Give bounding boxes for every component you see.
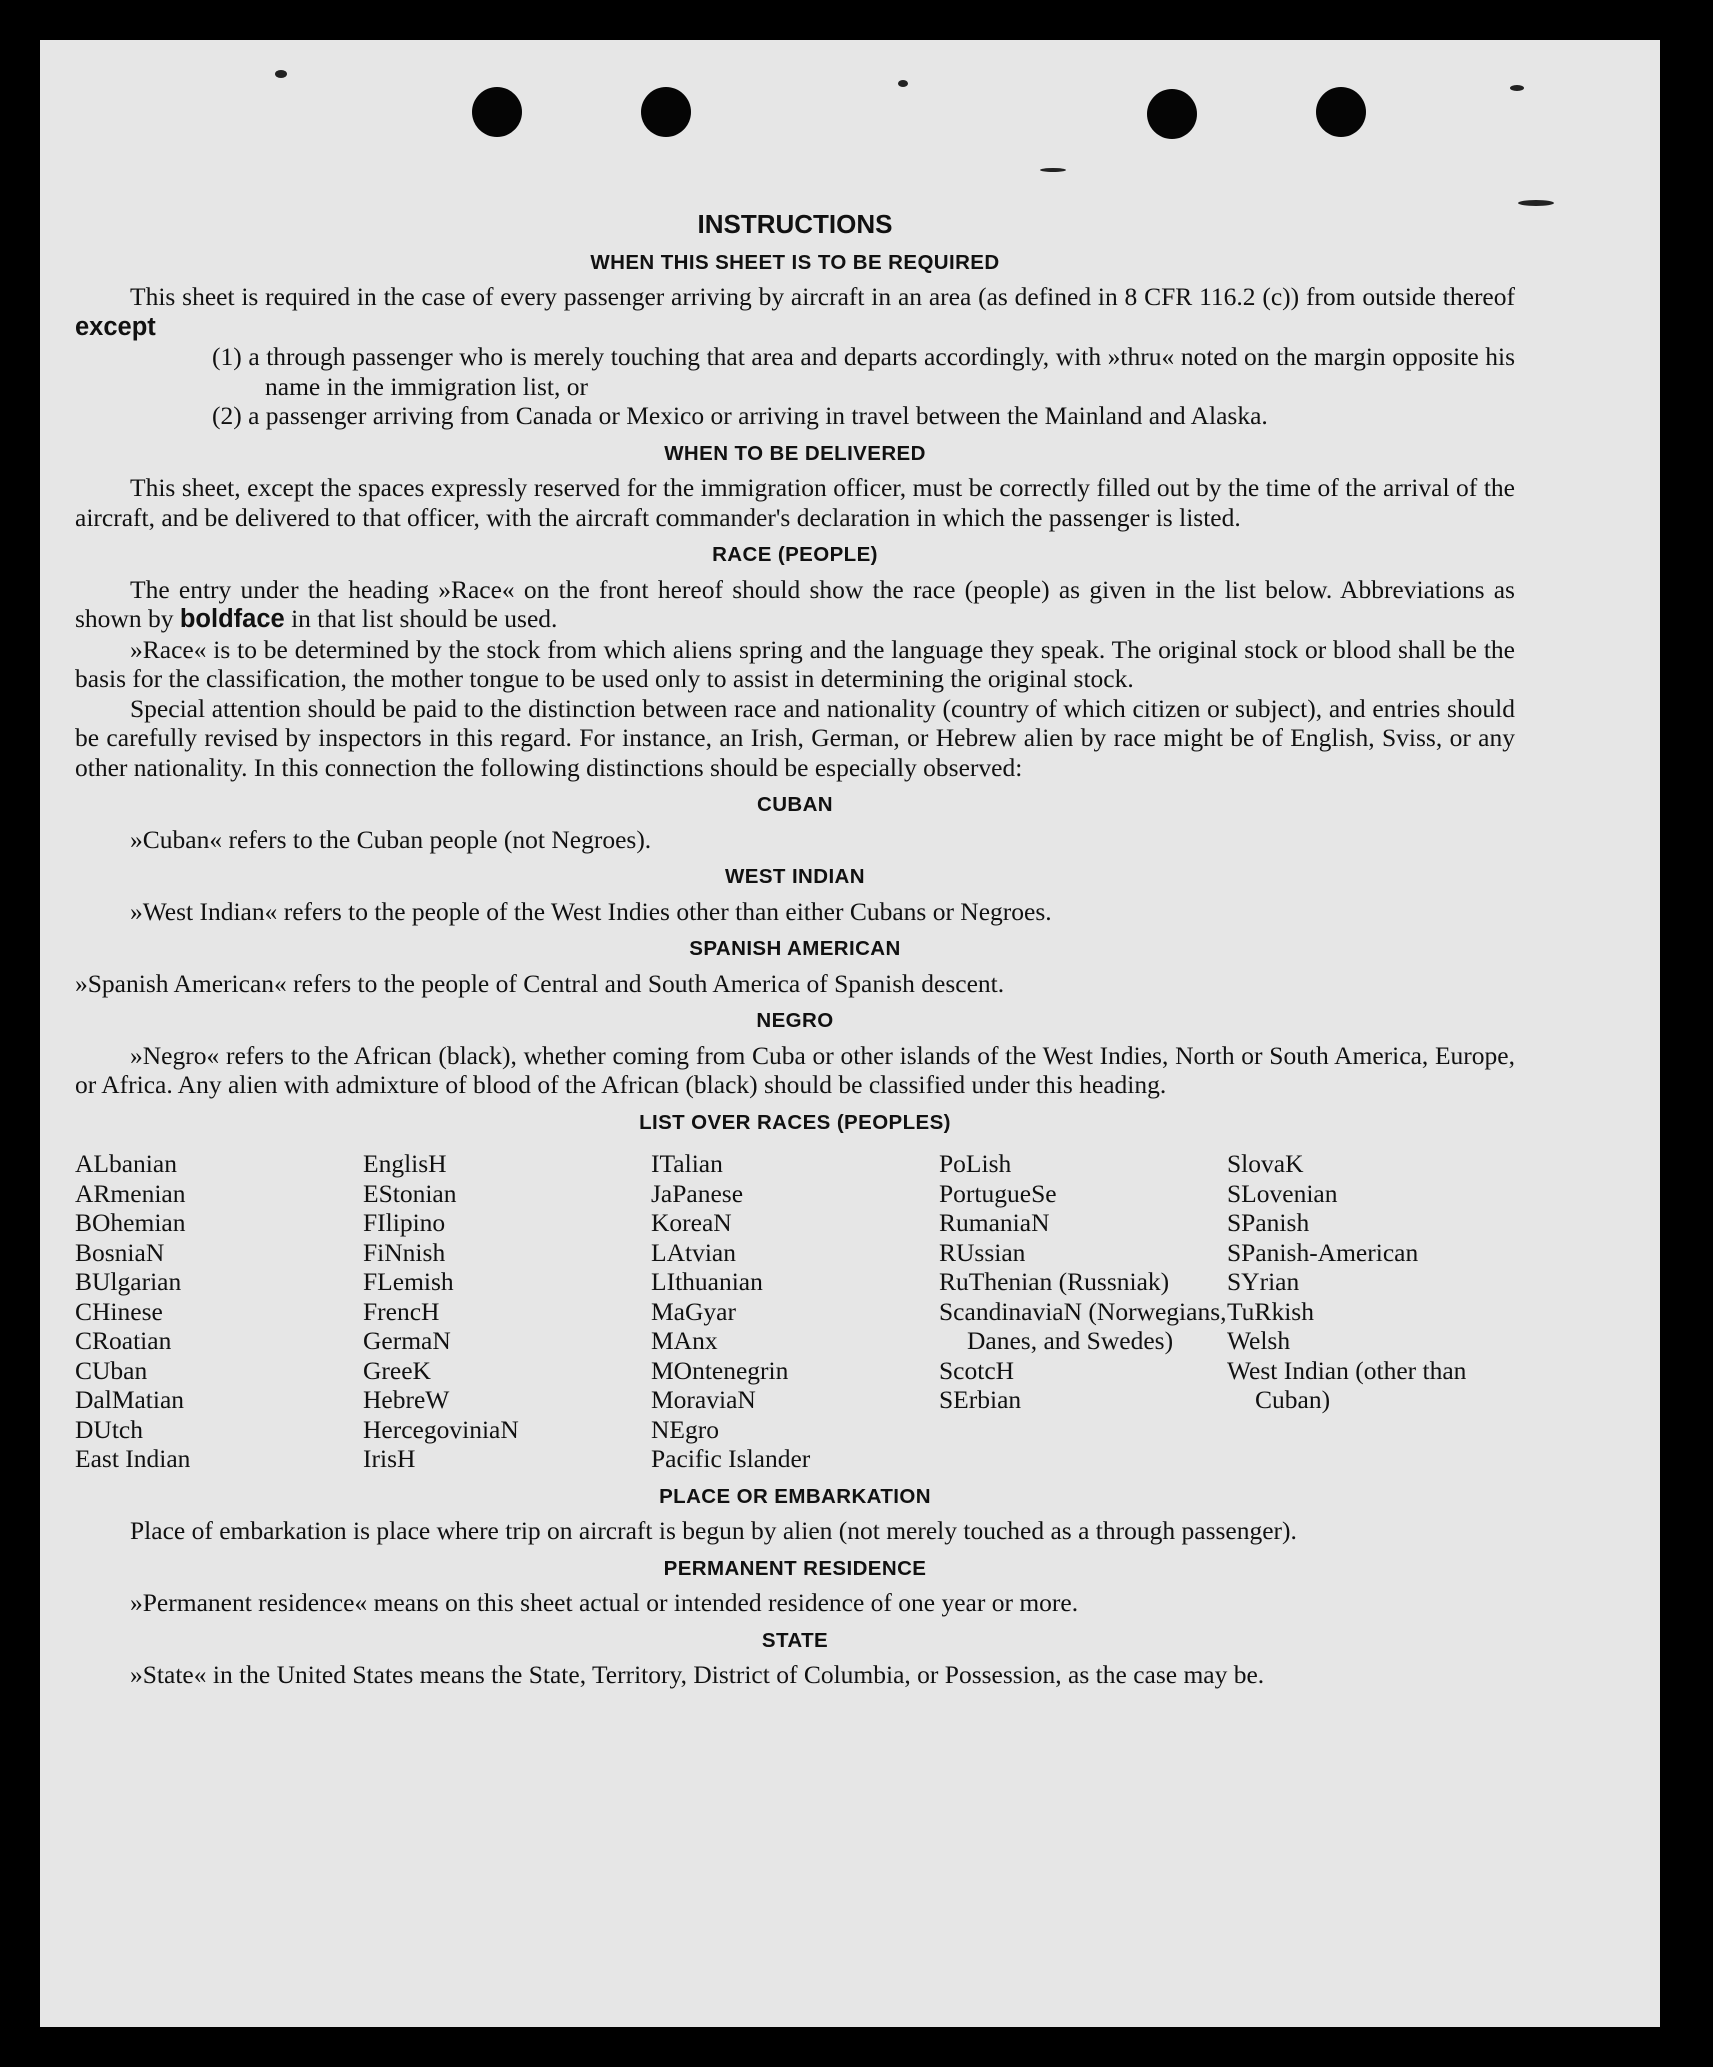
punch-hole bbox=[641, 87, 691, 137]
race-entry: FrencH bbox=[363, 1296, 440, 1326]
scan-speck bbox=[1518, 200, 1554, 206]
race-entry: RuThenian (Russniak) bbox=[939, 1267, 1170, 1296]
race-entry: SlovaK bbox=[1227, 1149, 1304, 1178]
race-entry: BUlgarian bbox=[75, 1267, 182, 1296]
residence-paragraph: »Permanent residence« means on this sheet actual or intended residence of one year or more. bbox=[130, 1588, 1079, 1617]
race-entry: RUssian bbox=[939, 1237, 1026, 1267]
race-list bbox=[75, 1149, 1515, 1474]
section-heading-delivered: WHEN TO BE DELIVERED bbox=[664, 441, 926, 465]
race-entry: NEgro bbox=[651, 1414, 719, 1444]
scan-speck bbox=[1510, 85, 1524, 91]
exception-item-1: (1) a through passenger who is merely touching that area and departs accordingly, with »thru« noted on the margin opposite his name in the immigration list, or bbox=[212, 342, 1515, 401]
race-entry: East Indian bbox=[75, 1444, 191, 1473]
race-column-1 bbox=[75, 1149, 363, 1474]
race-entry: PortugueSe bbox=[939, 1178, 1057, 1208]
race-entry: SErbian bbox=[939, 1385, 1022, 1414]
race-entry: ScandinaviaN (Norwegians, Danes, and Swedes) bbox=[939, 1296, 1227, 1355]
required-intro: This sheet is required in the case of every passenger arriving by aircraft in an area (as defined in 8 CFR 116.2 (c)) from outside thereof bbox=[130, 282, 1515, 311]
race-entry: GreeK bbox=[363, 1355, 431, 1385]
race-p1-end: in that list should be used. bbox=[291, 604, 558, 633]
section-heading-spanish-american: SPANISH AMERICAN bbox=[689, 937, 901, 960]
race-paragraph-1 bbox=[75, 575, 1515, 635]
spanish-american-paragraph: »Spanish American« refers to the people of Central and South America of Spanish descent. bbox=[75, 968, 1005, 998]
page-title: INSTRUCTIONS bbox=[697, 209, 893, 239]
race-entry: TuRkish bbox=[1227, 1296, 1314, 1326]
section-heading-cuban: CUBAN bbox=[756, 793, 834, 816]
except-word: except bbox=[75, 312, 156, 341]
required-paragraph bbox=[75, 282, 1515, 342]
section-heading-state: STATE bbox=[761, 1628, 829, 1652]
race-entry: EnglisH bbox=[363, 1149, 447, 1178]
race-entry: ScotcH bbox=[939, 1355, 1015, 1385]
race-entry: IrisH bbox=[363, 1444, 416, 1473]
scan-speck bbox=[898, 80, 908, 87]
race-paragraph-2: »Race« is to be determined by the stock from which aliens spring and the language they speak. The original stock or blood shall be the basis for the classification, the mother tongue to be used only to assist in determining the original stock. bbox=[75, 634, 1515, 693]
race-column-2 bbox=[363, 1149, 651, 1474]
race-entry: ITalian bbox=[651, 1149, 723, 1178]
race-entry: RumaniaN bbox=[939, 1208, 1050, 1237]
cuban-paragraph: »Cuban« refers to the Cuban people (not Negroes). bbox=[130, 824, 652, 854]
race-entry: SPanish-American bbox=[1227, 1237, 1419, 1267]
race-column-4 bbox=[939, 1149, 1227, 1474]
race-entry: EStonian bbox=[363, 1178, 457, 1208]
race-p1-start: The entry under the heading »Race« on the front hereof should show the race (people) as given in the list below. Abbreviations as shown by bbox=[75, 574, 1515, 633]
race-column-3 bbox=[651, 1149, 939, 1474]
race-entry: KoreaN bbox=[651, 1208, 732, 1237]
race-entry: DalMatian bbox=[75, 1385, 185, 1414]
section-heading-residence: PERMANENT RESIDENCE bbox=[663, 1556, 927, 1580]
race-entry: West Indian (other than Cuban) bbox=[1227, 1355, 1467, 1414]
race-entry: FIlipino bbox=[363, 1208, 446, 1237]
race-entry: CHinese bbox=[75, 1296, 163, 1326]
punch-hole bbox=[472, 87, 522, 137]
race-entry: ALbanian bbox=[75, 1149, 177, 1178]
race-entry: FiNnish bbox=[363, 1237, 446, 1267]
race-entry: DUtch bbox=[75, 1414, 143, 1444]
race-paragraph-3: Special attention should be paid to the distinction between race and nationality (country of which citizen or subject), and entries should be carefully revised by inspectors in this regard. For instance, an Irish, German, or Hebrew alien by race might be of English, Sviss, or any other nationality. In this connection the following distinctions should be especially observed: bbox=[75, 693, 1515, 782]
embarkation-paragraph: Place of embarkation is place where trip on aircraft is begun by alien (not merely touched as a through passenger). bbox=[130, 1516, 1297, 1545]
race-entry: BOhemian bbox=[75, 1208, 186, 1237]
section-heading-race-list: LIST OVER RACES (PEOPLES) bbox=[639, 1110, 951, 1134]
race-entry: SPanish bbox=[1227, 1208, 1310, 1237]
race-column-5 bbox=[1227, 1149, 1515, 1474]
race-entry: MoraviaN bbox=[651, 1385, 756, 1414]
scan-speck bbox=[1040, 168, 1066, 172]
punch-hole bbox=[1316, 87, 1366, 137]
race-entry: FLemish bbox=[363, 1267, 454, 1296]
race-entry: SYrian bbox=[1227, 1267, 1300, 1296]
race-entry: CRoatian bbox=[75, 1326, 172, 1355]
race-entry: SLovenian bbox=[1227, 1178, 1338, 1208]
section-heading-race: RACE (PEOPLE) bbox=[712, 543, 878, 566]
race-entry: LAtvian bbox=[651, 1237, 736, 1267]
race-entry: LIthuanian bbox=[651, 1267, 763, 1296]
race-entry: JaPanese bbox=[651, 1178, 744, 1208]
punch-hole bbox=[1147, 89, 1197, 139]
section-heading-negro: NEGRO bbox=[756, 1009, 834, 1032]
west-indian-paragraph: »West Indian« refers to the people of the West Indies other than either Cubans or Negroes. bbox=[130, 896, 1052, 926]
race-entry: MaGyar bbox=[651, 1296, 736, 1326]
exception-item-2: (2) a passenger arriving from Canada or Mexico or arriving in travel between the Mainland and Alaska. bbox=[212, 401, 1268, 430]
race-entry: BosniaN bbox=[75, 1237, 165, 1267]
race-entry: HercegoviniaN bbox=[363, 1414, 519, 1444]
section-heading-west-indian: WEST INDIAN bbox=[725, 865, 865, 888]
section-heading-required: WHEN THIS SHEET IS TO BE REQUIRED bbox=[590, 250, 1000, 274]
race-entry: PoLish bbox=[939, 1149, 1012, 1178]
delivered-paragraph: This sheet, except the spaces expressly reserved for the immigration officer, must be correctly filled out by the time of the arrival of the aircraft, and be delivered to that officer, with the aircraft commander's declaration in which the passenger is listed. bbox=[75, 473, 1515, 532]
section-heading-embarkation: PLACE OR EMBARKATION bbox=[659, 1484, 931, 1508]
race-entry: HebreW bbox=[363, 1385, 450, 1414]
race-entry: Welsh bbox=[1227, 1326, 1291, 1355]
state-paragraph: »State« in the United States means the State, Territory, District of Columbia, or Possession, as the case may be. bbox=[130, 1660, 1265, 1689]
document-sheet bbox=[40, 40, 1660, 2027]
race-entry: ARmenian bbox=[75, 1178, 186, 1208]
race-entry: GermaN bbox=[363, 1326, 451, 1355]
scan-speck bbox=[275, 70, 287, 78]
negro-paragraph: »Negro« refers to the African (black), whether coming from Cuba or other islands of the West Indies, North or South America, Europe, or Africa. Any alien with admixture of blood of the African (black) should be classified under this heading. bbox=[75, 1040, 1515, 1099]
race-entry: MAnx bbox=[651, 1326, 718, 1355]
race-entry: CUban bbox=[75, 1355, 148, 1385]
boldface-word: boldface bbox=[179, 605, 285, 633]
instructions-content bbox=[75, 210, 1515, 1690]
race-entry: MOntenegrin bbox=[651, 1355, 789, 1385]
race-entry: Pacific Islander bbox=[651, 1444, 811, 1473]
